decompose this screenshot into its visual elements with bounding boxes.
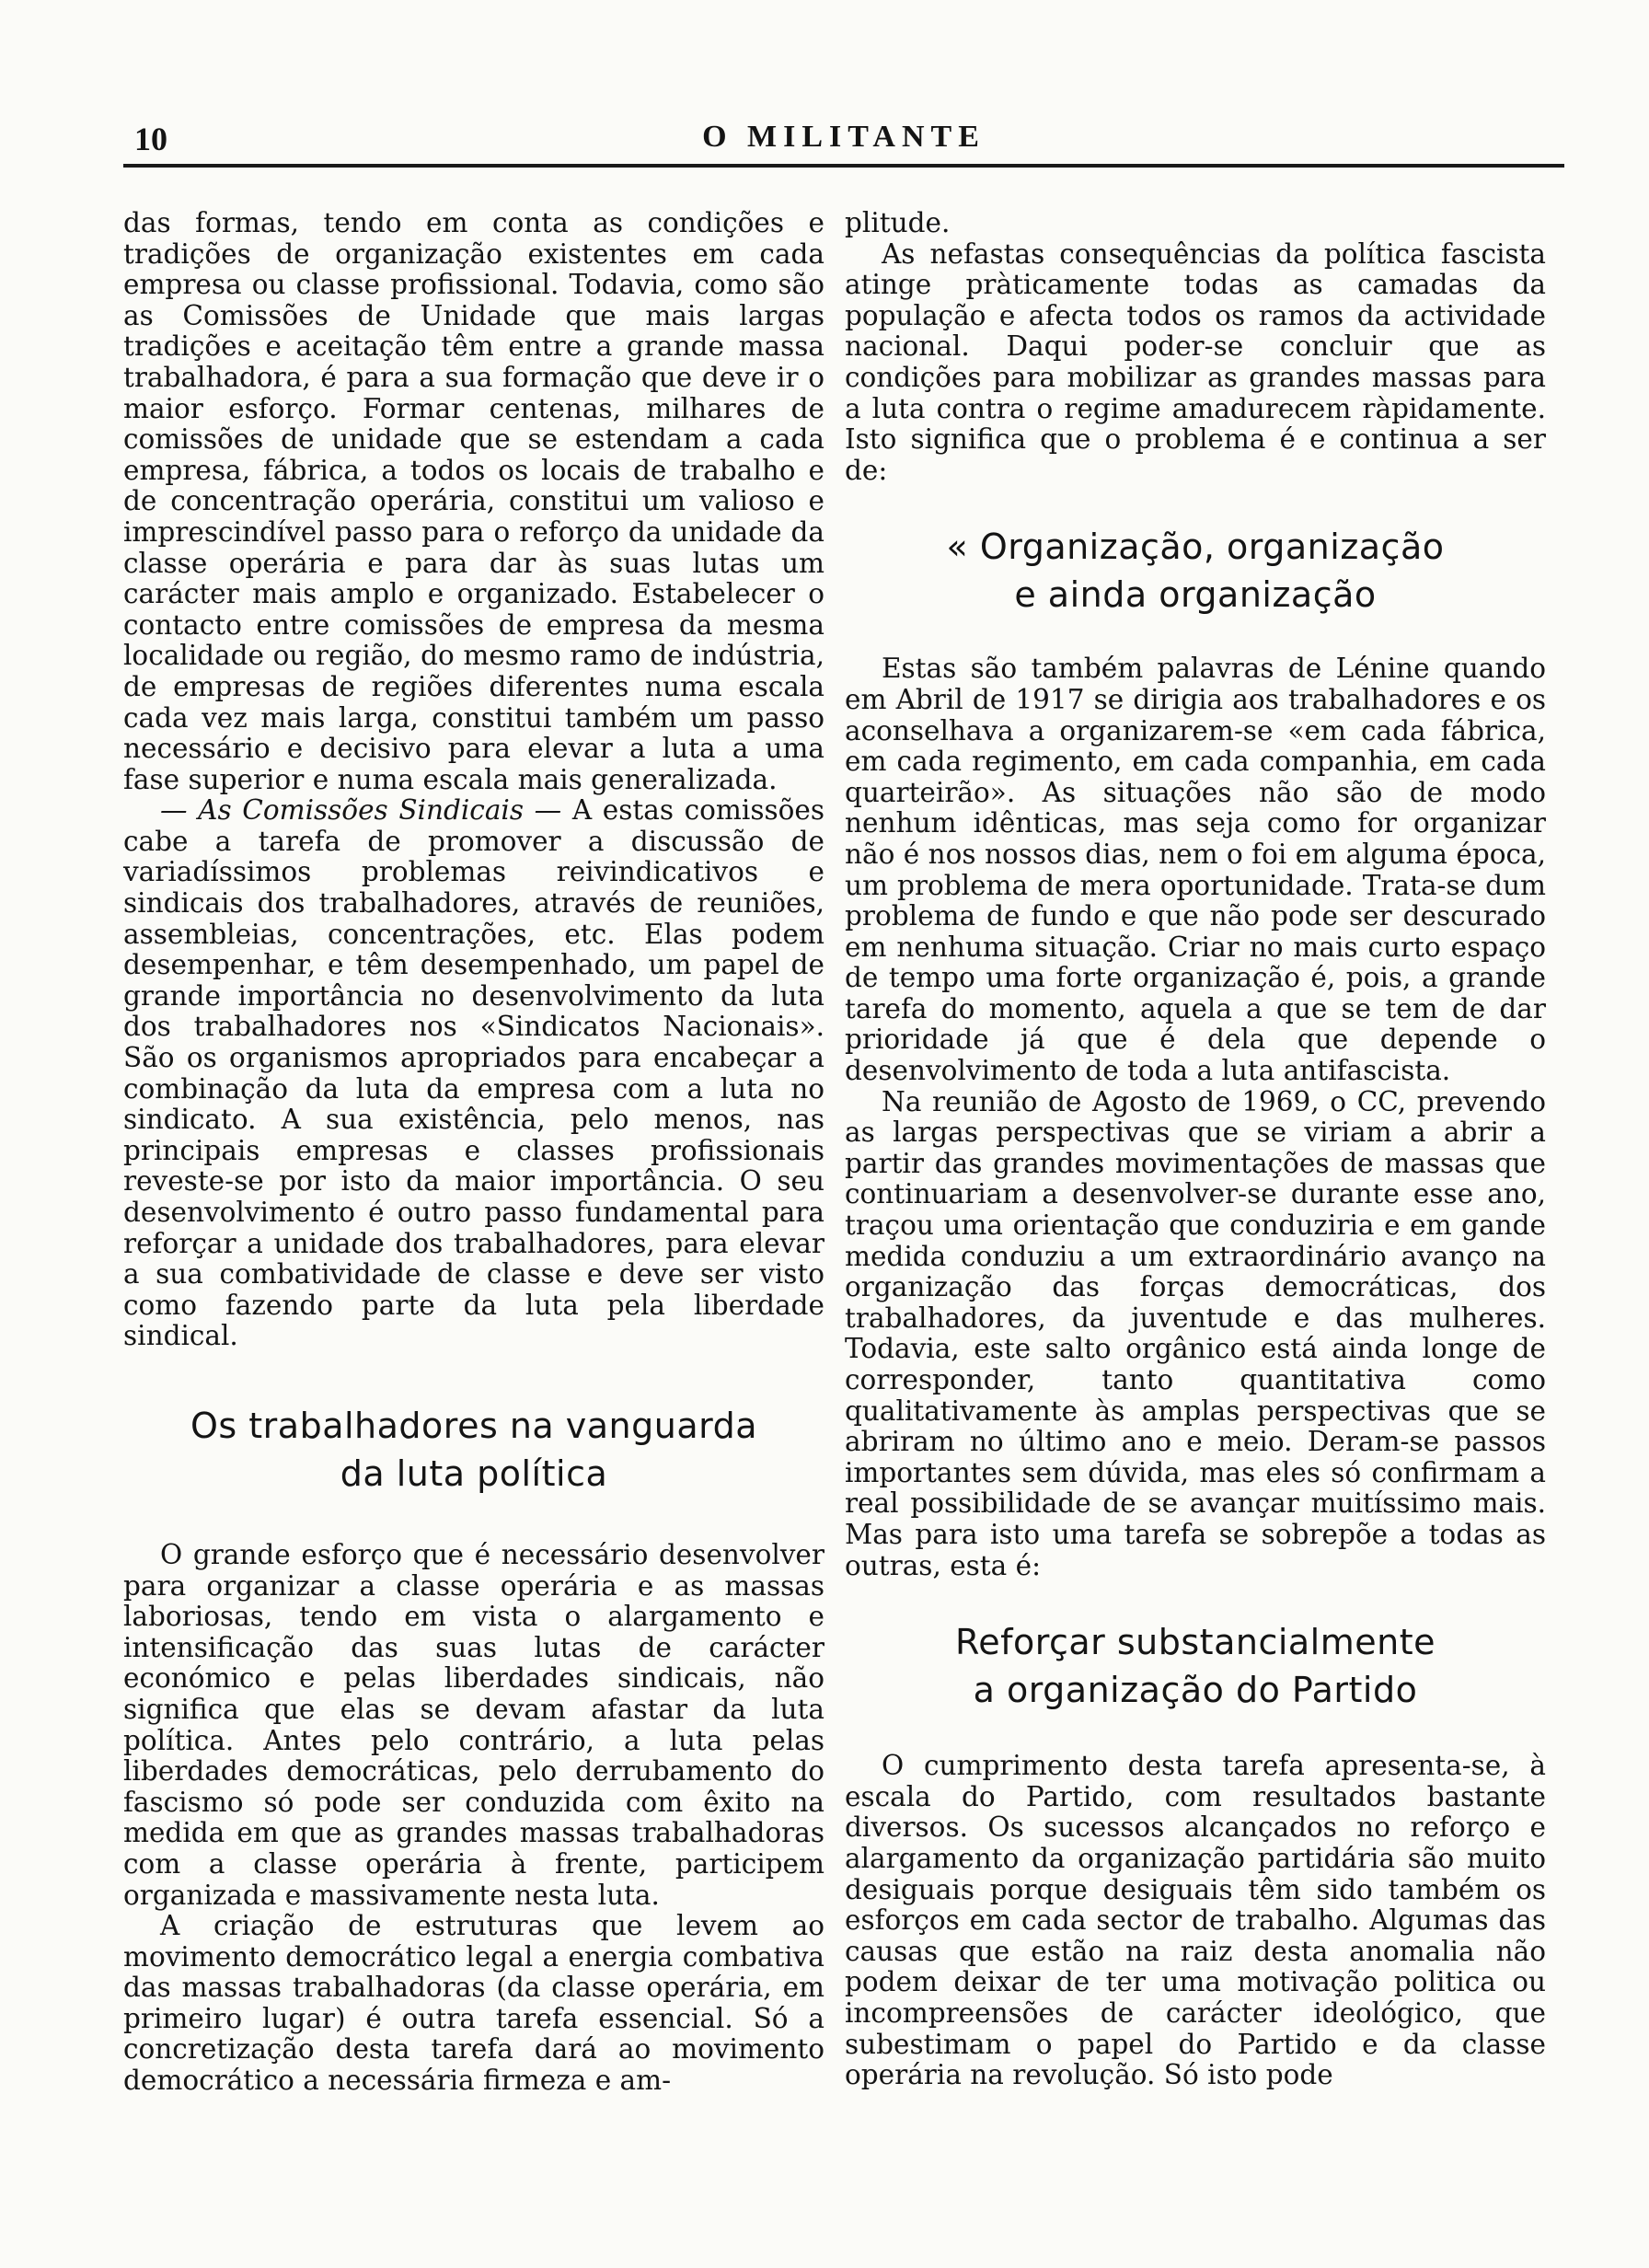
- comissoes-sindicais-subtitle: — As Comissões Sindicais —: [160, 794, 562, 827]
- left-column: [123, 208, 824, 2233]
- right-column: [845, 208, 1546, 2233]
- right-paragraph-3: Estas são também palavras de Lénine quando em Abril de 1917 se dirigia aos trabalhadores e os aconselhava a organizarem-se «em cada fábrica, em cada regimento, em cada companhia, em cada quarteirão». As situações não são de modo nenhum idênticas, mas seja como for organizar não é nos nossos dias, nem o foi em alguma época, um problema de mera oportunidade. Trata-se dum problema de fundo e que não pode ser descurado em nenhuma situação. Criar no mais curto espaço de tempo uma forte organização é, pois, a grande tarefa do momento, aquela a que se tem de dar prioridade já que é dela que depende o desenvolvimento de toda a luta antifascista.: [845, 653, 1546, 1087]
- heading-line-2: a organização do Partido: [973, 1670, 1418, 1711]
- page-number: 10: [134, 121, 167, 157]
- heading-line-2: e ainda organização: [1014, 574, 1377, 616]
- page-header: [123, 120, 1564, 166]
- right-paragraph-5: O cumprimento desta tarefa apresenta-se, à escala do Partido, com resultados bastante diversos. Os sucessos alcançados no reforço e alargamento da organização partidária são muito desiguais porque desiguais têm sido também os esforços em cada sector de trabalho. Algumas das causas que estão na raiz desta anomalia não podem deixar de ter uma motivação politica ou incompreensões de carácter ideológico, que subestimam o papel do Partido e da classe operária na revolução. Só isto pode: [845, 1750, 1546, 2091]
- right-paragraph-4: Na reunião de Agosto de 1969, o CC, prevendo as largas perspectivas que se viriam a abrir a partir das grandes movimentações de massas que continuariam a desenvolver-se durante esse ano, traçou uma orientação que conduziria e em gande medida conduziu a um extraordinário avanço na organização das forças democráticas, dos trabalhadores, da juventude e das mulheres. Todavia, este salto orgânico está ainda longe de corresponder, tanto quantitativa como qualitativamente às amplas perspectivas que se abriram no último ano e meio. Deram-se passos importantes sem dúvida, mas eles só confirmam a real possibilidade de se avançar muitíssimo mais. Mas para isto uma tarefa se sobrepõe a todas as outras, esta é:: [845, 1085, 1546, 1581]
- section-heading-reforcar-partido: [845, 1618, 1546, 1714]
- left-paragraph-2-body: A estas comissões cabe a tarefa de promover a discussão de variadíssimos problemas reivindicativos e sindicais dos trabalhadores, através de reuniões, assembleias, concentrações, etc. Elas podem desempenhar, e têm desempenhado, um papel de grande importância no desenvolvimento da luta dos trabalhadores nos «Sindicatos Nacionais». São os organismos apropriados para encabeçar a combinação da luta da empresa com a luta no sindicato. A sua existência, pelo menos, nas principais empresas e classes profissionais reveste-se por isto da maior importância. O seu desenvolvimento é outro passo fundamental para reforçar a unidade dos trabalhadores, para elevar a sua combatividade de classe e deve ser visto como fazendo parte da luta pela liberdade sindical.: [123, 794, 824, 1352]
- right-paragraph-2: As nefastas consequências da política fascista atinge pràticamente todas as camadas da população e afecta todos os ramos da actividade nacional. Daqui poder-se concluir que as condições para mobilizar as grandes massas para a luta contra o regime amadurecem ràpidamente. Isto significa que o problema é e continua a ser de:: [845, 237, 1546, 486]
- header-rule: [123, 164, 1564, 168]
- left-paragraph-4: A criação de estruturas que levem ao movimento democrático legal a energia combativa das massas trabalhadoras (da classe operária, em primeiro lugar) é outra tarefa essencial. Só a concretização desta tarefa dará ao movimento democrático a necessária firmeza e am-: [123, 1910, 824, 2097]
- left-paragraph-3: O grande esforço que é necessário desenvolver para organizar a classe operária e as massas laboriosas, tendo em vista o alargamento e intensificação das suas lutas de carácter económico e pelas liberdades sindicais, não significa que elas se devam afastar da luta política. Antes pelo contrário, a luta pelas liberdades democráticas, pelo derrubamento do fascismo só pode ser conduzida com êxito na medida em que as grandes massas trabalhadoras com a classe operária à frente, participem organizada e massivamente nesta luta.: [123, 1538, 824, 1911]
- publication-title: O MILITANTE: [702, 120, 986, 154]
- heading-line-2: da luta política: [340, 1452, 608, 1494]
- left-paragraph-2: [123, 795, 824, 1352]
- left-paragraph-1: das formas, tendo em conta as condições e tradições de organização existentes em cada empresa ou classe profissional. Todavia, como são as Comissões de Unidade que mais largas tradições e aceitação têm entre a grande massa trabalhadora, é para a sua formação que deve ir o maior esforço. Formar centenas, milhares de comissões de unidade que se estendam a cada empresa, fábrica, a todos os locais de trabalho e de concentração operária, constitui um valioso e imprescindível passo para o reforço da unidade da classe operária e para dar às suas lutas um carácter mais amplo e organizado. Estabelecer o contacto entre comissões de empresa da mesma localidade ou região, do mesmo ramo de indústria, de empresas de regiões diferentes numa escala cada vez mais larga, constitui também um passo necessário e decisivo para elevar a luta a uma fase superior e numa escala mais generalizada.: [123, 207, 824, 795]
- section-heading-vanguarda: [123, 1402, 824, 1498]
- section-heading-organizacao: [845, 523, 1546, 619]
- heading-line-1: Reforçar substancialmente: [955, 1622, 1436, 1663]
- right-paragraph-1: plitude.: [845, 207, 951, 238]
- heading-line-1: Os trabalhadores na vanguarda: [190, 1405, 757, 1446]
- heading-line-1: « Organização, organização: [946, 526, 1445, 568]
